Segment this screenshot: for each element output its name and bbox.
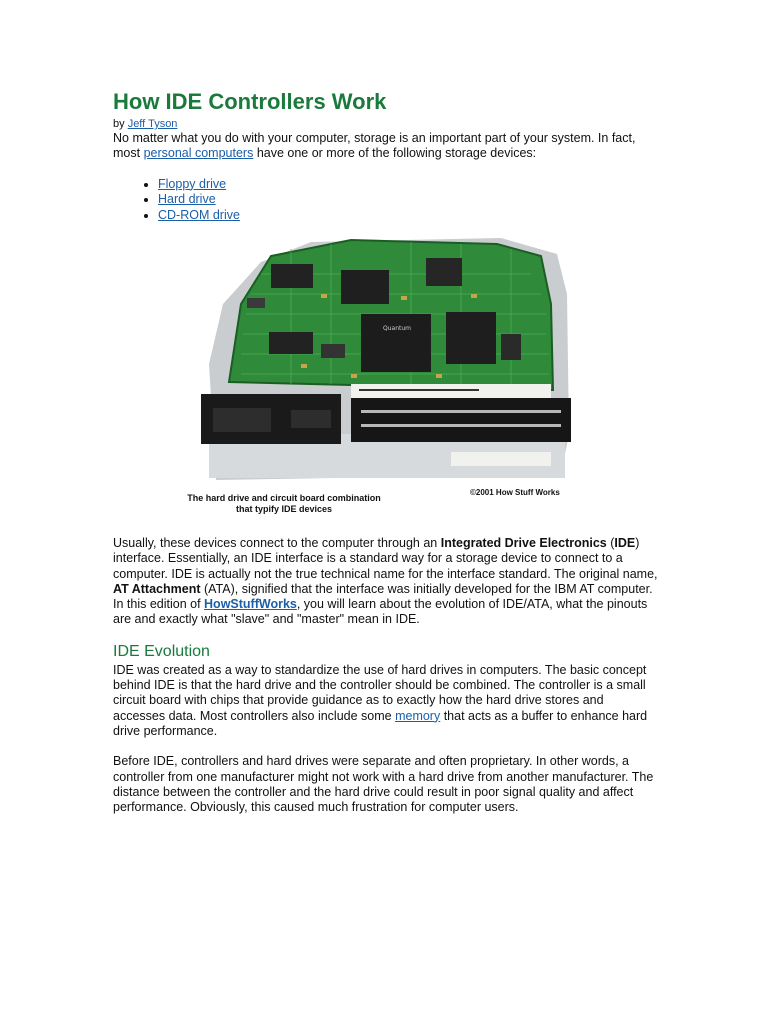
hard-drive-photo [201,234,575,486]
chip-label: Quantum [383,325,412,333]
image-credit: ©2001 How Stuff Works [470,488,560,497]
ide-intro-text-5: , you will learn about the evolution of IDE/ATA, what the pinouts are and exactly what "slave" and "master" mean in IDE. [113,597,648,627]
storage-devices-list [113,177,658,224]
list-item [158,192,658,208]
ide-intro-text-4: (ATA), signified that the interface was initially developed for the IBM AT computer. In this edition of [113,581,653,612]
caption-line-2: that typify IDE devices [235,504,333,514]
byline-prefix: by [113,118,128,130]
list-item [158,177,658,193]
article-header [113,88,658,486]
evolution-paragraph-1 [113,663,658,739]
ide-intro-text-1: Usually, these devices connect to the computer through an [113,536,441,550]
caption-line-1: The hard drive and circuit board combination [187,493,381,503]
floppy-drive-link[interactable]: Floppy drive [158,176,227,191]
hard-drive-circuit-board-image [201,234,575,486]
ide-intro-text-3: ) interface. Essentially, an IDE interface is a standard way for a storage device to connect to a computer. IDE is actually not the true technical name for the interface standard. The original name, [113,536,658,581]
intro-paragraph [113,131,658,162]
author-link[interactable]: Jeff Tyson [127,118,178,130]
ide-intro-paragraph [113,536,658,628]
section-heading-ide-evolution: IDE Evolution [113,642,210,660]
memory-link[interactable]: memory [395,708,441,723]
list-item [158,208,658,224]
evolution-text-1: IDE was created as a way to standardize the use of hard drives in computers. The basic concept behind IDE is that the hard drive and the controller should be combined. The controller is a small circuit board with chips that provide guidance as to exactly how the hard drive stores and accesses data. Most controllers also include some [113,662,647,723]
ide-intro-text-2: ( [606,536,615,550]
hard-drive-link[interactable]: Hard drive [158,192,216,207]
intro-text-1: No matter what you do with your computer, storage is an important part of your system. In fact, most [113,131,636,161]
evolution-paragraph-2: Before IDE, controllers and hard drives were separate and often proprietary. In other words, a controller from one manufacturer might not work with a hard drive from another manufacturer. The distance between the controller and the hard drive could result in poor signal quality and affect performance. Obviously, this caused much frustration for computer users. [113,754,654,815]
personal-computers-link[interactable]: personal computers [143,146,254,161]
howstuffworks-link[interactable]: HowStuffWorks [204,597,297,612]
ata-term: AT Attachment [113,581,201,596]
evolution-text-2: that acts as a buffer to enhance hard drive performance. [113,708,648,738]
intro-text-2: have one or more of the following storage devices: [253,146,537,161]
byline [113,117,658,131]
ide-abbrev: IDE [614,536,636,550]
ide-term: Integrated Drive Electronics [440,536,607,550]
cd-rom-drive-link[interactable]: CD-ROM drive [158,207,240,222]
figure-caption [168,493,400,515]
page-title: How IDE Controllers Work [113,89,387,114]
main-content [113,536,658,815]
